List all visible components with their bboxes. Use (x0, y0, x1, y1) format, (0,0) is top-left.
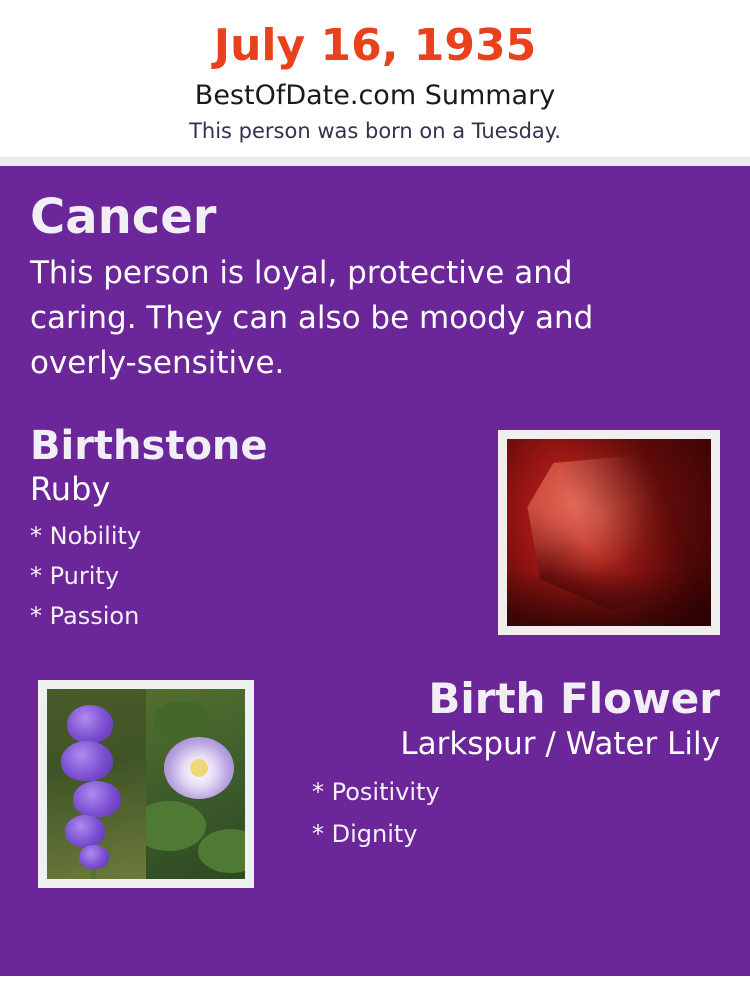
larkspur-waterlily-image (47, 689, 245, 879)
details-panel (0, 166, 750, 976)
lily-pad (146, 801, 206, 851)
page-title: July 16, 1935 (213, 20, 537, 71)
birthstone-name: Ruby (30, 469, 111, 508)
birthflower-text-block (280, 673, 720, 848)
birthstone-text-block (30, 424, 470, 628)
birthflower-section (30, 673, 720, 896)
larkspur-bloom (79, 845, 109, 869)
header-divider (0, 157, 750, 166)
birthflower-name: Larkspur / Water Lily (400, 725, 720, 762)
larkspur-image-half (47, 689, 146, 879)
birthflower-traits (312, 777, 720, 848)
zodiac-sign-name: Cancer (30, 189, 217, 246)
birthstone-photo-frame (498, 430, 720, 635)
ruby-gemstone-image (507, 439, 711, 626)
birthstone-trait: * Purity (30, 561, 120, 590)
birthflower-photo-frame (38, 680, 254, 888)
birthstone-trait: * Passion (30, 601, 140, 630)
birthstone-heading: Birthstone (30, 422, 268, 469)
birthstone-section (30, 424, 720, 654)
birthflower-trait: * Dignity (312, 819, 418, 848)
larkspur-bloom (61, 741, 113, 781)
waterlily-image-half (146, 689, 245, 879)
birthflower-heading: Birth Flower (428, 673, 720, 723)
site-summary-subtitle: BestOfDate.com Summary (194, 80, 556, 112)
waterlily-bloom (164, 737, 234, 799)
larkspur-bloom (67, 705, 113, 743)
page-header (0, 0, 750, 157)
lily-pad (154, 701, 210, 739)
lily-pad (198, 829, 245, 873)
larkspur-bloom (65, 815, 105, 847)
larkspur-bloom (73, 781, 121, 817)
born-day-text: This person was born on a Tuesday. (189, 119, 561, 144)
birthflower-trait: * Positivity (312, 777, 440, 806)
zodiac-description: This person is loyal, protective and caring. They can also be moody and overly-sensitive. (30, 254, 594, 381)
birthstone-trait: * Nobility (30, 521, 142, 550)
